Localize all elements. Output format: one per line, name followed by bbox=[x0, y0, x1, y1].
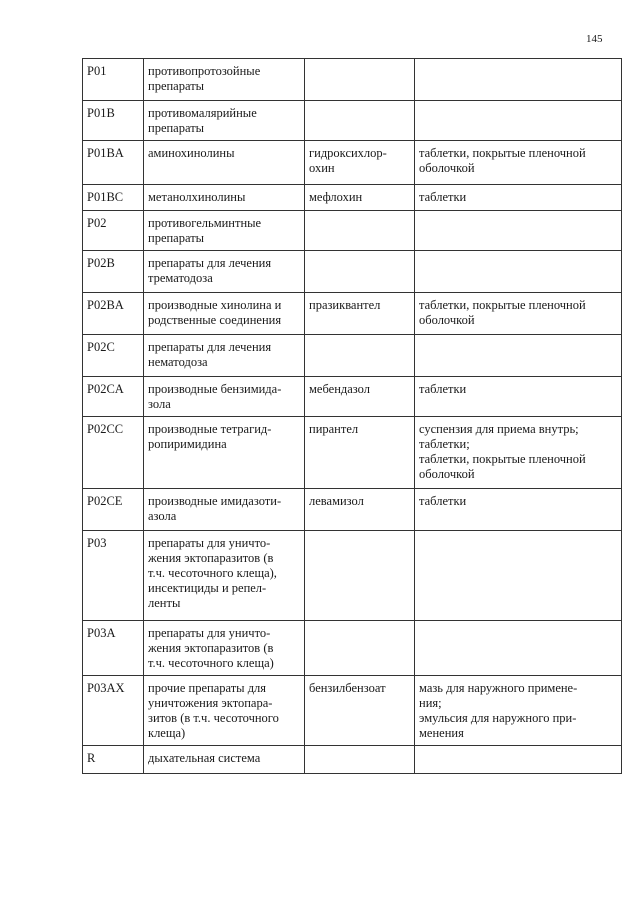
atc-code-cell: P02 bbox=[83, 211, 144, 251]
page-number: 145 bbox=[586, 33, 603, 45]
dosage-form-cell bbox=[415, 211, 622, 251]
group-name-cell: производные тетрагид- ропиримидина bbox=[144, 417, 305, 489]
atc-code-cell: P02CE bbox=[83, 489, 144, 531]
table-row bbox=[83, 59, 622, 101]
group-name-cell: прочие препараты для уничтожения эктопара- зитов (в т.ч. чесоточного клеща) bbox=[144, 676, 305, 746]
table-row bbox=[83, 676, 622, 746]
group-name-cell: аминохинолины bbox=[144, 141, 305, 185]
table-row bbox=[83, 335, 622, 377]
drug-name-cell bbox=[305, 335, 415, 377]
table-row bbox=[83, 377, 622, 417]
group-name-cell: препараты для лечения нематодоза bbox=[144, 335, 305, 377]
drug-name-cell bbox=[305, 251, 415, 293]
atc-code-cell: P03AX bbox=[83, 676, 144, 746]
atc-code-cell: P01BC bbox=[83, 185, 144, 211]
group-name-cell: производные имидазоти- азола bbox=[144, 489, 305, 531]
group-name-cell: препараты для уничто- жения эктопаразитов (в т.ч. чесоточного клеща), инсектициды и репел- ленты bbox=[144, 531, 305, 621]
table-row bbox=[83, 293, 622, 335]
group-name-cell: производные бензимида- зола bbox=[144, 377, 305, 417]
group-name-cell: противогельминтные препараты bbox=[144, 211, 305, 251]
atc-code-cell: P02CC bbox=[83, 417, 144, 489]
drug-name-cell bbox=[305, 531, 415, 621]
drug-name-cell: левамизол bbox=[305, 489, 415, 531]
dosage-form-cell: таблетки, покрытые пленочной оболочкой bbox=[415, 141, 622, 185]
group-name-cell: препараты для уничто- жения эктопаразитов (в т.ч. чесоточного клеща) bbox=[144, 621, 305, 676]
dosage-form-cell bbox=[415, 531, 622, 621]
dosage-form-cell: таблетки bbox=[415, 377, 622, 417]
atc-code-cell: P03A bbox=[83, 621, 144, 676]
dosage-form-cell bbox=[415, 59, 622, 101]
table-row bbox=[83, 141, 622, 185]
drug-name-cell bbox=[305, 746, 415, 774]
dosage-form-cell bbox=[415, 746, 622, 774]
atc-code-cell: P02B bbox=[83, 251, 144, 293]
group-name-cell: противомалярийные препараты bbox=[144, 101, 305, 141]
dosage-form-cell bbox=[415, 101, 622, 141]
atc-code-cell: P01BA bbox=[83, 141, 144, 185]
drug-name-cell: мефлохин bbox=[305, 185, 415, 211]
atc-code-cell: P02C bbox=[83, 335, 144, 377]
atc-code-cell: P01 bbox=[83, 59, 144, 101]
group-name-cell: метанолхинолины bbox=[144, 185, 305, 211]
drug-name-cell bbox=[305, 59, 415, 101]
table-row bbox=[83, 746, 622, 774]
drug-name-cell: гидроксихлор- охин bbox=[305, 141, 415, 185]
dosage-form-cell: суспензия для приема внутрь; таблетки; таблетки, покрытые пленочной оболочкой bbox=[415, 417, 622, 489]
dosage-form-cell: таблетки, покрытые пленочной оболочкой bbox=[415, 293, 622, 335]
dosage-form-cell: таблетки bbox=[415, 489, 622, 531]
table-row bbox=[83, 101, 622, 141]
table-row bbox=[83, 185, 622, 211]
atc-code-cell: P01B bbox=[83, 101, 144, 141]
table-row bbox=[83, 621, 622, 676]
drug-name-cell bbox=[305, 621, 415, 676]
group-name-cell: дыхательная система bbox=[144, 746, 305, 774]
atc-classification-table bbox=[82, 58, 622, 774]
group-name-cell: производные хинолина и родственные соединения bbox=[144, 293, 305, 335]
dosage-form-cell: мазь для наружного примене- ния; эмульсия для наружного при- менения bbox=[415, 676, 622, 746]
drug-name-cell: празиквантел bbox=[305, 293, 415, 335]
atc-code-cell: P03 bbox=[83, 531, 144, 621]
atc-code-cell: P02BA bbox=[83, 293, 144, 335]
table-row bbox=[83, 211, 622, 251]
atc-code-cell: P02CA bbox=[83, 377, 144, 417]
dosage-form-cell bbox=[415, 251, 622, 293]
drug-name-cell: бензилбензоат bbox=[305, 676, 415, 746]
table-row bbox=[83, 417, 622, 489]
drug-name-cell bbox=[305, 101, 415, 141]
group-name-cell: противопротозойные препараты bbox=[144, 59, 305, 101]
dosage-form-cell bbox=[415, 621, 622, 676]
drug-name-cell: мебендазол bbox=[305, 377, 415, 417]
table-row bbox=[83, 251, 622, 293]
group-name-cell: препараты для лечения трематодоза bbox=[144, 251, 305, 293]
table-body bbox=[83, 59, 622, 774]
dosage-form-cell: таблетки bbox=[415, 185, 622, 211]
atc-code-cell: R bbox=[83, 746, 144, 774]
dosage-form-cell bbox=[415, 335, 622, 377]
drug-name-cell bbox=[305, 211, 415, 251]
table-row bbox=[83, 489, 622, 531]
drug-name-cell: пирантел bbox=[305, 417, 415, 489]
table-row bbox=[83, 531, 622, 621]
